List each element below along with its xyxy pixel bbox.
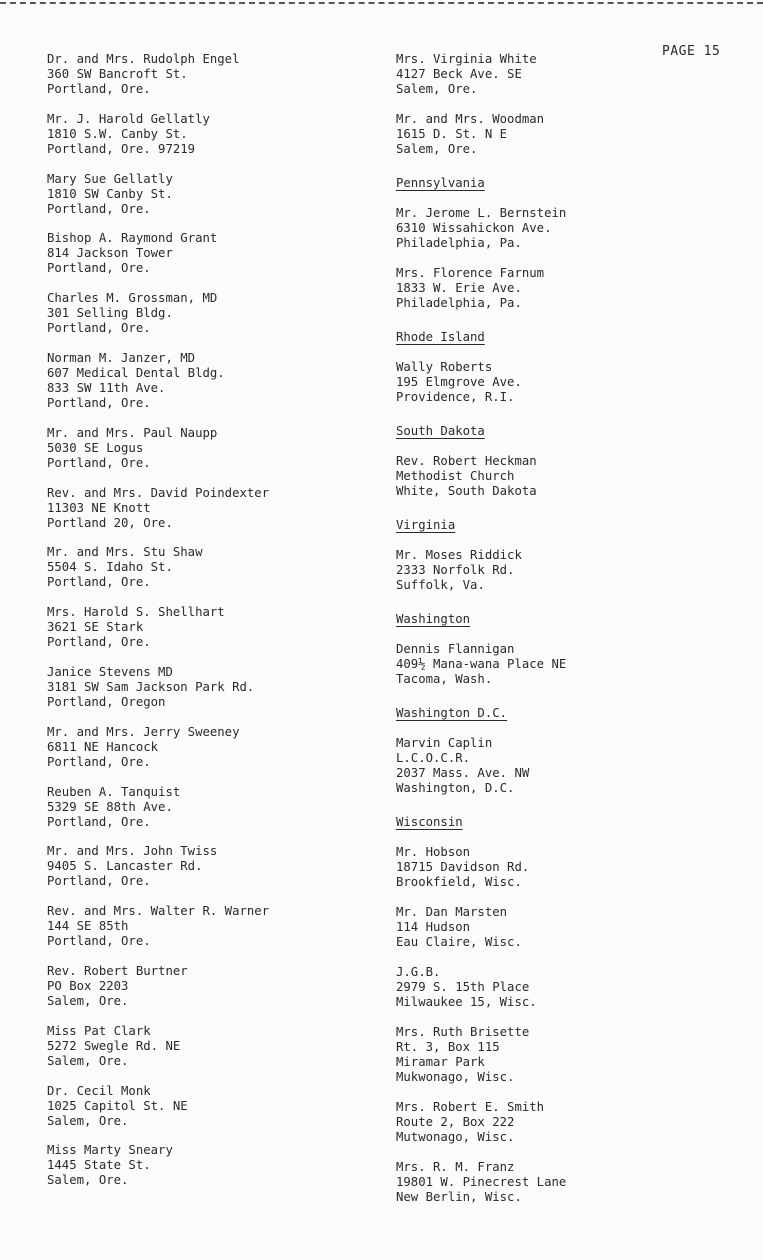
state-section	[396, 811, 736, 1205]
state-heading: Washington	[396, 612, 471, 626]
state-section	[396, 514, 736, 593]
address-line: Portland, Ore.	[47, 934, 151, 949]
address-entry	[47, 486, 367, 531]
address-line: Philadelphia, Pa.	[396, 296, 522, 310]
state-section	[396, 420, 736, 499]
address-entry	[396, 52, 736, 97]
state-section	[396, 608, 736, 687]
state-section	[396, 702, 736, 796]
addressee-name: Dennis Flannigan	[396, 642, 515, 656]
addressee-name: Mr. and Mrs. John Twiss	[47, 844, 218, 859]
address-line: 114 Hudson	[396, 920, 471, 934]
address-line: 2979 S. 15th Place	[396, 980, 530, 994]
address-entry	[396, 112, 736, 157]
address-line: Portland, Ore.	[47, 635, 151, 650]
address-entry	[47, 231, 367, 276]
addressee-name: Dr. and Mrs. Rudolph Engel	[47, 52, 240, 66]
address-line: Salem, Ore.	[47, 993, 129, 1008]
address-entry	[47, 1084, 367, 1129]
address-line: Salem, Ore.	[396, 142, 478, 156]
addressee-name: Mrs. Florence Farnum	[396, 266, 545, 280]
addressee-name: Miss Pat Clark	[47, 1023, 151, 1038]
address-line: Portland, Ore.	[47, 321, 151, 336]
address-line: 5504 S. Idaho St.	[47, 560, 173, 575]
state-heading: Washington D.C.	[396, 706, 508, 720]
address-entry	[396, 1025, 736, 1085]
addressee-name: Mr. and Mrs. Paul Naupp	[47, 425, 218, 440]
addressee-name: Mr. Jerome L. Bernstein	[396, 206, 567, 220]
address-line: 5329 SE 88th Ave.	[47, 799, 173, 814]
state-heading: Pennsylvania	[396, 176, 485, 190]
address-line: 607 Medical Dental Bldg.	[47, 365, 225, 380]
address-line: Eau Claire, Wisc.	[396, 935, 522, 949]
address-entry	[47, 665, 367, 710]
address-entry	[396, 266, 736, 311]
top-border-rule	[0, 2, 763, 6]
address-line: 6310 Wissahickon Ave.	[396, 221, 552, 235]
address-line: Philadelphia, Pa.	[396, 236, 522, 250]
address-line: Salem, Ore.	[396, 82, 478, 96]
address-entry	[396, 736, 736, 796]
address-line: 1833 W. Erie Ave.	[396, 281, 522, 295]
address-line: 195 Elmgrove Ave.	[396, 375, 522, 389]
address-entry	[47, 351, 367, 411]
address-line: Portland, Ore.	[47, 814, 151, 829]
address-line: Salem, Ore.	[47, 1113, 129, 1128]
address-line: 301 Selling Bldg.	[47, 306, 173, 321]
address-entry	[47, 1024, 367, 1069]
addressee-name: Bishop A. Raymond Grant	[47, 231, 218, 246]
state-section	[396, 172, 736, 311]
address-entry	[396, 360, 736, 405]
address-line: Suffolk, Va.	[396, 578, 485, 592]
address-entry	[47, 1143, 367, 1188]
address-line: Portland, Ore.	[47, 874, 151, 889]
addressee-name: Mrs. Harold S. Shellhart	[47, 605, 225, 620]
address-line: 11303 NE Knott	[47, 500, 151, 515]
addressee-name: Mr. Hobson	[396, 845, 471, 859]
address-entry	[47, 426, 367, 471]
address-line: Portland 20, Ore.	[47, 515, 173, 530]
address-entry	[396, 965, 736, 1010]
state-heading: South Dakota	[396, 424, 485, 438]
address-entry	[396, 1160, 736, 1205]
address-line: Salem, Ore.	[47, 1173, 129, 1188]
address-entry	[47, 52, 367, 97]
address-entry	[47, 545, 367, 590]
addressee-name: Norman M. Janzer, MD	[47, 350, 196, 365]
address-line: Portland, Oregon	[47, 694, 166, 709]
addressee-name: Mrs. Robert E. Smith	[396, 1100, 545, 1114]
address-line: 2037 Mass. Ave. NW	[396, 766, 530, 780]
address-line: Washington, D.C.	[396, 781, 515, 795]
addressee-name: Rev. Robert Heckman	[396, 454, 537, 468]
addressee-name: Mr. and Mrs. Woodman	[396, 112, 545, 126]
address-line: 409½ Mana-wana Place NE	[396, 657, 567, 671]
address-line: Salem, Ore.	[47, 1053, 129, 1068]
address-line: Route 2, Box 222	[396, 1115, 515, 1129]
addressee-name: Mr. and Mrs. Stu Shaw	[47, 545, 203, 560]
addressee-name: Mr. and Mrs. Jerry Sweeney	[47, 724, 240, 739]
address-line: Tacoma, Wash.	[396, 672, 493, 686]
address-entry	[47, 785, 367, 830]
address-line: L.C.O.C.R.	[396, 751, 471, 765]
address-line: 1445 State St.	[47, 1158, 151, 1173]
addressee-name: Wally Roberts	[396, 360, 493, 374]
address-line: Mutwonago, Wisc.	[396, 1130, 515, 1144]
address-entry	[396, 1100, 736, 1145]
address-entry	[47, 904, 367, 949]
address-line: 5272 Swegle Rd. NE	[47, 1038, 181, 1053]
address-entry	[47, 844, 367, 889]
state-section	[396, 52, 736, 157]
addressee-name: Mr. J. Harold Gellatly	[47, 111, 210, 126]
left-address-column	[47, 52, 367, 1203]
address-line: PO Box 2203	[47, 978, 129, 993]
right-address-column	[396, 52, 736, 1220]
address-line: 144 SE 85th	[47, 919, 129, 934]
address-line: Portland, Ore.	[47, 82, 151, 96]
addressee-name: Mrs. R. M. Franz	[396, 1160, 515, 1174]
addressee-name: J.G.B.	[396, 965, 441, 979]
address-line: Methodist Church	[396, 469, 515, 483]
addressee-name: Miss Marty Sneary	[47, 1143, 173, 1158]
address-line: 3181 SW Sam Jackson Park Rd.	[47, 679, 255, 694]
address-line: 18715 Davidson Rd.	[396, 860, 530, 874]
addressee-name: Mr. Moses Riddick	[396, 548, 522, 562]
addressee-name: Dr. Cecil Monk	[47, 1083, 151, 1098]
address-line: 814 Jackson Tower	[47, 246, 173, 261]
address-line: 1615 D. St. N E	[396, 127, 508, 141]
address-entry	[47, 112, 367, 157]
addressee-name: Rev. Robert Burtner	[47, 963, 188, 978]
address-line: Portland, Ore.	[47, 455, 151, 470]
address-line: 3621 SE Stark	[47, 620, 144, 635]
address-line: 1810 S.W. Canby St.	[47, 126, 188, 141]
addressee-name: Mrs. Ruth Brisette	[396, 1025, 530, 1039]
addressee-name: Marvin Caplin	[396, 736, 493, 750]
page-number: PAGE 15	[662, 44, 721, 59]
address-line: Portland, Ore.	[47, 261, 151, 276]
address-entry	[47, 172, 367, 217]
address-line: 19801 W. Pinecrest Lane	[396, 1175, 567, 1189]
address-line: Portland, Ore.	[47, 754, 151, 769]
addressee-name: Reuben A. Tanquist	[47, 784, 181, 799]
address-entry	[47, 291, 367, 336]
address-entry	[396, 206, 736, 251]
address-line: Portland, Ore. 97219	[47, 141, 196, 156]
addressee-name: Rev. and Mrs. Walter R. Warner	[47, 904, 270, 919]
addressee-name: Rev. and Mrs. David Poindexter	[47, 485, 270, 500]
address-line: 360 SW Bancroft St.	[47, 67, 188, 81]
address-line: White, South Dakota	[396, 484, 537, 498]
address-line: Brookfield, Wisc.	[396, 875, 522, 889]
addressee-name: Charles M. Grossman, MD	[47, 291, 218, 306]
state-heading: Wisconsin	[396, 815, 463, 829]
address-line: 2333 Norfolk Rd.	[396, 563, 515, 577]
address-entry	[396, 642, 736, 687]
address-line: 1025 Capitol St. NE	[47, 1098, 188, 1113]
state-heading: Rhode Island	[396, 330, 485, 344]
address-line: Portland, Ore.	[47, 395, 151, 410]
address-line: Mukwonago, Wisc.	[396, 1070, 515, 1084]
state-section	[396, 326, 736, 405]
address-entry	[396, 548, 736, 593]
address-line: 5030 SE Logus	[47, 440, 144, 455]
address-entry	[47, 964, 367, 1009]
addressee-name: Mr. Dan Marsten	[396, 905, 508, 919]
address-entry	[47, 605, 367, 650]
state-heading: Virginia	[396, 518, 456, 532]
address-line: Rt. 3, Box 115	[396, 1040, 500, 1054]
address-line: New Berlin, Wisc.	[396, 1190, 522, 1204]
addressee-name: Janice Stevens MD	[47, 664, 173, 679]
address-line: Milwaukee 15, Wisc.	[396, 995, 537, 1009]
address-line: 1810 SW Canby St.	[47, 186, 173, 201]
address-line: 833 SW 11th Ave.	[47, 380, 166, 395]
address-entry	[396, 905, 736, 950]
addressee-name: Mary Sue Gellatly	[47, 171, 173, 186]
address-entry	[396, 454, 736, 499]
address-line: Portland, Ore.	[47, 201, 151, 216]
address-line: 9405 S. Lancaster Rd.	[47, 859, 203, 874]
address-line: 4127 Beck Ave. SE	[396, 67, 522, 81]
address-entry	[47, 725, 367, 770]
address-entry	[396, 845, 736, 890]
address-line: Providence, R.I.	[396, 390, 515, 404]
addressee-name: Mrs. Virginia White	[396, 52, 537, 66]
address-line: Miramar Park	[396, 1055, 485, 1069]
address-line: 6811 NE Hancock	[47, 739, 159, 754]
address-line: Portland, Ore.	[47, 575, 151, 590]
